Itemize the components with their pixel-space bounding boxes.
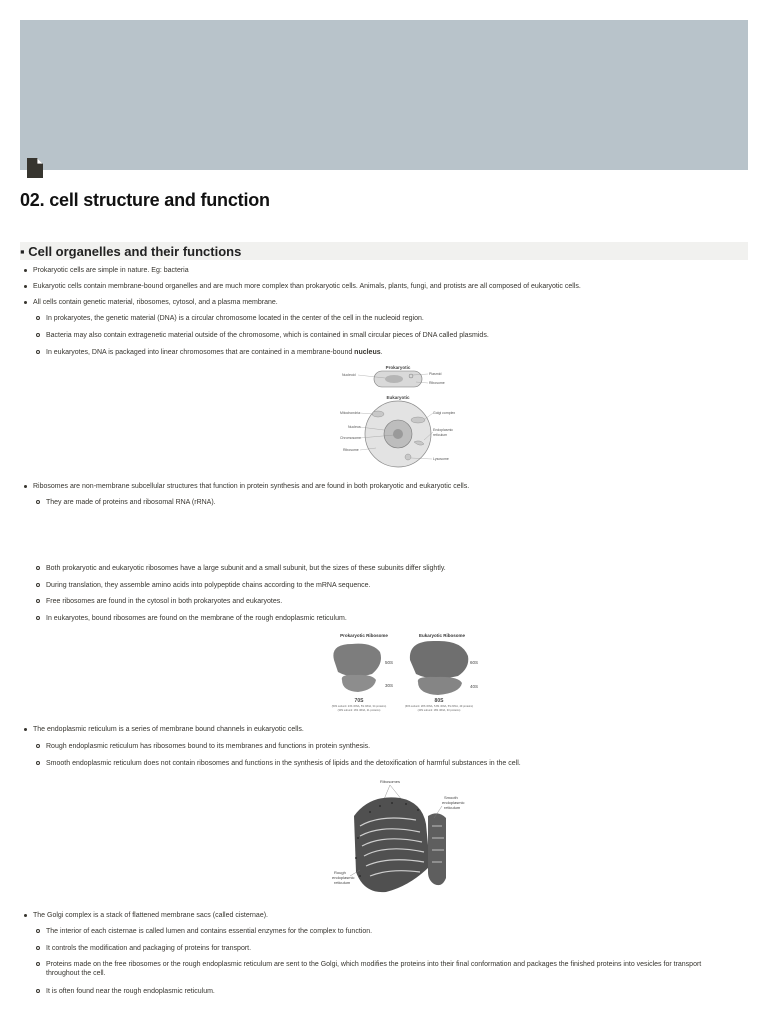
page-cover [20, 20, 748, 170]
prokaryotic-large-subunit [333, 644, 381, 677]
endoplasmic-reticulum-figure [330, 776, 470, 902]
label-chromosome: Chromosome [340, 436, 362, 440]
note-eukaryotic-2: (40S subunit: 18S rRNA, 33 proteins) [417, 709, 461, 712]
label-golgi: Golgi complex [433, 411, 456, 415]
label-40s: 40S [470, 684, 479, 689]
label-30s: 30S [385, 683, 394, 688]
label-smooth-line1: Smooth [444, 795, 458, 800]
label-70s: 70S [354, 698, 364, 704]
label-smooth-line2: endoplasmic [442, 800, 465, 805]
label-nucleoid: Nucleoid [342, 373, 356, 377]
label-prokaryotic: Prokaryotic [385, 365, 411, 370]
note-prokaryotic-2: (30S subunit: 16S rRNA, 21 proteins) [337, 709, 381, 712]
section-toggle-heading[interactable] [20, 242, 748, 260]
label-eukaryotic: Eukaryotic [386, 395, 410, 400]
label-er-line1: Endoplasmic [433, 428, 454, 432]
eukaryotic-small-subunit [418, 677, 462, 695]
nucleoid-shape [385, 375, 403, 383]
label-prokaryotic-ribosome: Prokaryotic Ribosome [340, 633, 388, 638]
label-ribosome: Ribosome [429, 381, 445, 385]
label-ribosome-eukaryotic: Ribosome [343, 448, 359, 452]
note-prokaryotic-1: (50S subunit: 23S rRNA, 5S rRNA, 34 proteins) [331, 705, 387, 708]
label-rough-line3: reticulum [334, 880, 351, 885]
label-mitochondria: Mitochondria [340, 411, 361, 415]
label-50s: 50S [385, 660, 394, 665]
label-lysosome: Lysosome [433, 457, 449, 461]
page-icon[interactable] [26, 158, 44, 178]
label-rough-line2: endoplasmic [332, 875, 355, 880]
label-ribosomes: Ribosomes [379, 779, 401, 784]
bold-term: nucleus [354, 349, 381, 356]
page-title: 02. cell structure and function [20, 190, 270, 210]
prokaryotic-small-subunit [342, 675, 376, 692]
label-smooth-line3: reticulum [444, 805, 461, 810]
cell-comparison-figure [336, 362, 460, 472]
section-title: ▪ Cell organelles and their functions [20, 243, 242, 259]
ribosome-comparison-figure [312, 630, 482, 716]
label-rough-line1: Rough [334, 870, 346, 875]
label-nucleus: Nucleus [348, 425, 361, 429]
label-80s: 80S [434, 698, 444, 704]
label-er-line2: reticulum [433, 433, 448, 437]
label-eukaryotic-ribosome: Eukaryotic Ribosome [418, 633, 466, 638]
label-plasmid: Plasmid [429, 372, 442, 376]
note-eukaryotic-1: (60S subunit: 28S rRNA, 5.8S rRNA, 5S rRNA, 49 proteins) [404, 705, 474, 708]
label-60s: 60S [470, 660, 479, 665]
smooth-er-shape [428, 813, 446, 885]
eukaryotic-large-subunit [410, 641, 468, 679]
